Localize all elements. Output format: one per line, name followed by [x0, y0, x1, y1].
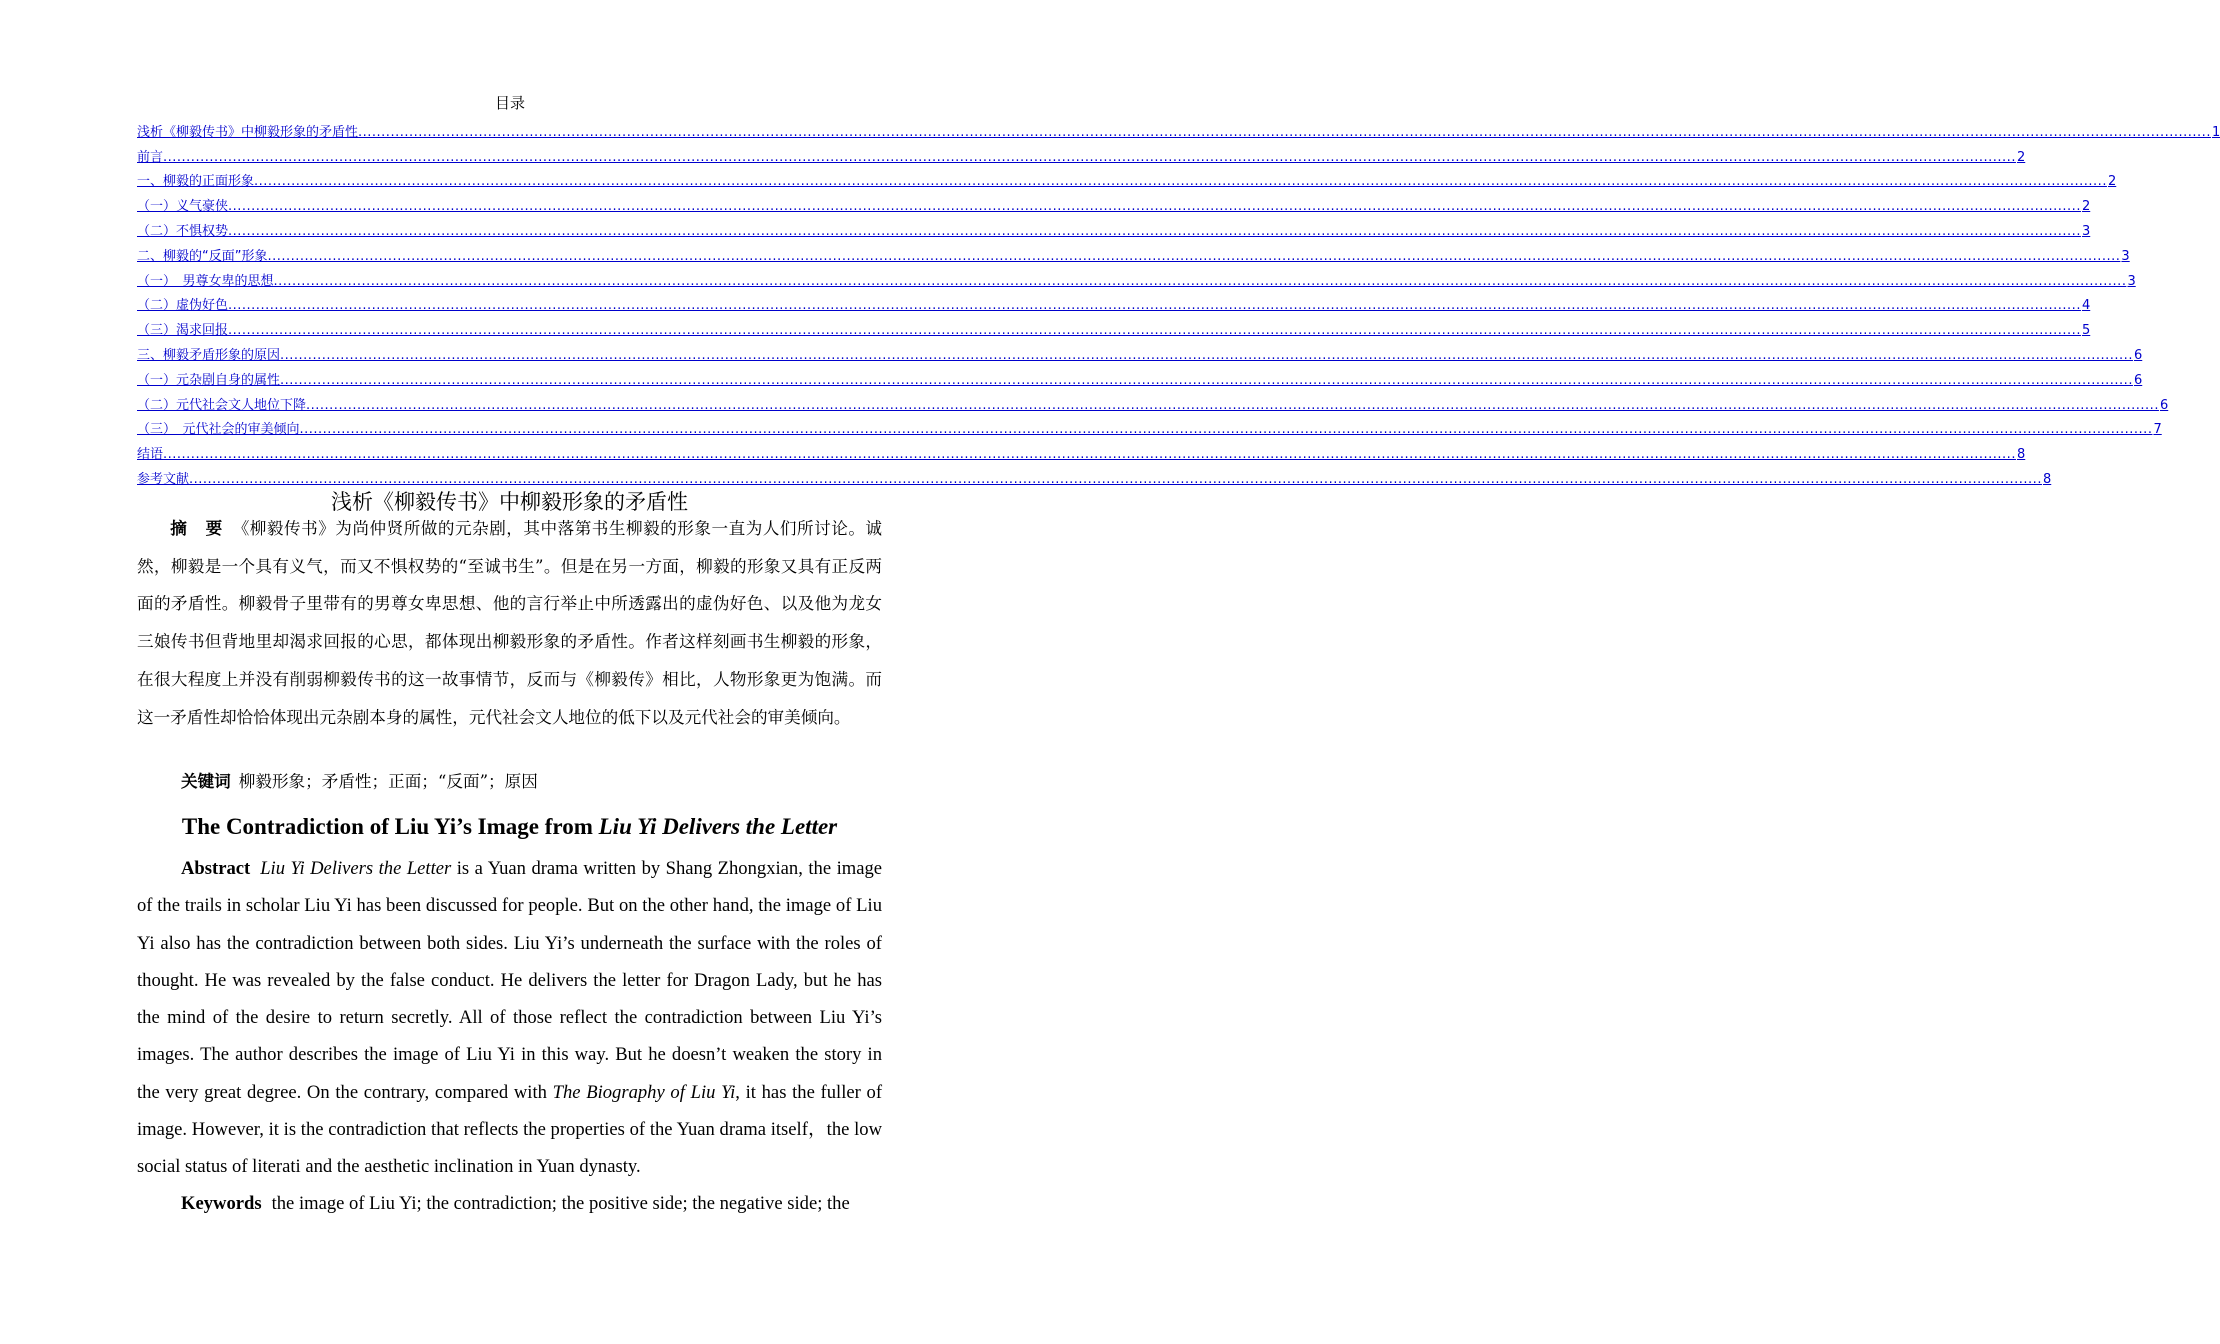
toc-entry[interactable] [137, 215, 2091, 240]
english-abstract-text-2: , it has the fuller of image. However, it is the contradiction that reflects the properties of the Yuan drama itself，the low social status of literati and the aesthetic inclination in Yuan dynasty. [137, 1081, 883, 1178]
toc-entry-label[interactable]: （三） 元代社会的审美倾向 [137, 422, 300, 438]
toc-entry-label[interactable]: 结语 [137, 447, 164, 463]
toc-entry-page-number[interactable]: 5 [2081, 323, 2091, 339]
english-keywords-label: Keywords [181, 1193, 262, 1214]
toc-dot-leader: ................................................................................................................................................................................................................................................................................................................................................................................................................ [306, 397, 2159, 413]
chinese-abstract-text: 《柳毅传书》为尚仲贤所做的元杂剧，其中落第书生柳毅的形象一直为人们所讨论。诚然，柳毅是一个具有义气，而又不惧权势的“至诚书生”。但是在另一方面，柳毅的形象又具有正反两面的矛盾性。柳毅骨子里带有的男尊女卑思想、他的言行举止中所透露出的虚伪好色、以及他为龙女三娘传书但背地里却渴求回报的心思，都体现出柳毅形象的矛盾性。作者这样刻画书生柳毅的形象，在很大程度上并没有削弱柳毅传书的这一故事情节，反而与《柳毅传》相比，人物形象更为饱满。而这一矛盾性却恰恰体现出元杂剧本身的属性，元代社会文人地位的低下以及元代社会的审美倾向。 [137, 519, 883, 727]
toc-entry-label[interactable]: （一）元杂剧自身的属性 [137, 372, 281, 388]
toc-entry-page-number[interactable]: 1 [2211, 124, 2220, 140]
toc-entry-page-number[interactable]: 8 [2042, 471, 2052, 487]
toc-entry-page-number[interactable]: 8 [2016, 447, 2026, 463]
english-title [137, 814, 882, 840]
english-keywords-text: the image of Liu Yi; the contradiction; the positive side; the negative side; the [271, 1193, 850, 1214]
toc-entry-label[interactable]: 二、柳毅的“反面”形象 [137, 248, 268, 264]
toc-entry[interactable] [137, 339, 2143, 364]
toc-entry-page-number[interactable]: 2 [2016, 149, 2026, 165]
toc-entry-page-number[interactable]: 4 [2081, 298, 2091, 314]
english-keywords [137, 1185, 882, 1222]
toc-entry[interactable] [137, 389, 2169, 414]
toc-entry-label[interactable]: （二）元代社会文人地位下降 [137, 397, 307, 413]
toc-dot-leader: ................................................................................................................................................................................................................................................................................................................................................................................................................ [254, 174, 2107, 190]
toc-dot-leader: ................................................................................................................................................................................................................................................................................................................................................................................................................ [267, 248, 2121, 264]
english-title-italic: Liu Yi Delivers the Letter [598, 814, 838, 839]
toc-entry-page-number[interactable]: 2 [2081, 199, 2091, 215]
chinese-abstract [137, 510, 882, 736]
chinese-abstract-label: 摘 要 [170, 519, 229, 538]
toc-entry-label[interactable]: 参考文献 [137, 471, 190, 487]
toc-dot-leader: ................................................................................................................................................................................................................................................................................................................................................................................................................ [228, 323, 2081, 339]
toc-entry[interactable] [137, 116, 2220, 141]
toc-entry[interactable] [137, 290, 2091, 315]
toc-entry[interactable] [137, 265, 2136, 290]
toc-dot-leader: ................................................................................................................................................................................................................................................................................................................................................................................................................ [299, 422, 2153, 438]
toc-entry-label[interactable]: 三、柳毅矛盾形象的原因 [137, 347, 281, 363]
toc-dot-leader: ................................................................................................................................................................................................................................................................................................................................................................................................................ [280, 347, 2133, 363]
toc-dot-leader: ................................................................................................................................................................................................................................................................................................................................................................................................................ [163, 149, 2016, 165]
toc-entry[interactable] [137, 190, 2091, 215]
toc-entry-label[interactable]: 前言 [137, 149, 164, 165]
toc-dot-leader: ................................................................................................................................................................................................................................................................................................................................................................................................................ [280, 372, 2133, 388]
toc-entry[interactable] [137, 141, 2026, 166]
toc-entry[interactable] [137, 314, 2091, 339]
toc-entry[interactable] [137, 463, 2052, 488]
toc-entry-label[interactable]: 浅析《柳毅传书》中柳毅形象的矛盾性 [137, 124, 359, 140]
toc-dot-leader: ................................................................................................................................................................................................................................................................................................................................................................................................................ [189, 471, 2042, 487]
toc-entry[interactable] [137, 364, 2143, 389]
toc-entry-page-number[interactable]: 3 [2127, 273, 2136, 289]
chinese-title: 浅析《柳毅传书》中柳毅形象的矛盾性 [331, 490, 688, 514]
toc-entry-label[interactable]: （二）不惧权势 [137, 223, 229, 239]
toc-entry-label[interactable]: （二）虚伪好色 [137, 298, 229, 314]
english-title-plain: The Contradiction of Liu Yi’s Image from [181, 814, 599, 839]
toc-entry-label[interactable]: 一、柳毅的正面形象 [137, 174, 255, 190]
toc-entry-label[interactable]: （三）渴求回报 [137, 323, 229, 339]
toc-entry-label[interactable]: （一）义气豪侠 [137, 199, 229, 215]
chinese-keywords [181, 768, 538, 792]
toc-entry[interactable] [137, 438, 2026, 463]
toc-entry-page-number[interactable]: 2 [2107, 174, 2117, 190]
english-abstract-work-title-1: Liu Yi Delivers the Letter [260, 858, 452, 879]
toc-dot-leader: ................................................................................................................................................................................................................................................................................................................................................................................................................ [358, 124, 2211, 140]
toc-entry-label[interactable]: （一） 男尊女卑的思想 [137, 273, 274, 289]
chinese-keywords-text: 柳毅形象；矛盾性；正面；“反面”；原因 [238, 772, 538, 791]
toc-entry-page-number[interactable]: 3 [2081, 223, 2091, 239]
english-abstract [137, 850, 882, 1186]
table-of-contents [137, 116, 2220, 488]
toc-entry-page-number[interactable]: 6 [2159, 397, 2169, 413]
toc-dot-leader: ................................................................................................................................................................................................................................................................................................................................................................................................................ [163, 447, 2016, 463]
toc-entry[interactable] [137, 414, 2162, 439]
toc-dot-leader: ................................................................................................................................................................................................................................................................................................................................................................................................................ [228, 298, 2081, 314]
english-abstract-work-title-2: The Biography of Liu Yi [552, 1081, 736, 1103]
toc-entry-page-number[interactable]: 6 [2133, 347, 2143, 363]
english-abstract-label: Abstract [181, 858, 251, 879]
toc-entry[interactable] [137, 166, 2117, 191]
toc-dot-leader: ................................................................................................................................................................................................................................................................................................................................................................................................................ [228, 223, 2081, 239]
toc-entry-page-number[interactable]: 3 [2121, 248, 2130, 264]
chinese-keywords-label: 关键词 [181, 772, 231, 791]
toc-dot-leader: ................................................................................................................................................................................................................................................................................................................................................................................................................ [273, 273, 2127, 289]
toc-dot-leader: ................................................................................................................................................................................................................................................................................................................................................................................................................ [228, 199, 2081, 215]
toc-entry-page-number[interactable]: 6 [2133, 372, 2143, 388]
toc-heading: 目录 [494, 94, 525, 112]
toc-entry-page-number[interactable]: 7 [2153, 422, 2162, 438]
toc-entry[interactable] [137, 240, 2130, 265]
english-abstract-text-1: is a Yuan drama written by Shang Zhongxian, the image of the trails in scholar Liu Yi has been discussed for people. But on the other hand, the image of Liu Yi also has the contradiction between both sides. Liu Yi’s underneath the surface with the roles of thought. He was revealed by the false conduct. He delivers the letter for Dragon Lady, but he has the mind of the desire to return secretly. All of those reflect the contradiction between Liu Yi’s images. The author describes the image of Liu Yi in this way. But he doesn’t weaken the story in the very great degree. On the contrary, compared with [137, 858, 882, 1103]
